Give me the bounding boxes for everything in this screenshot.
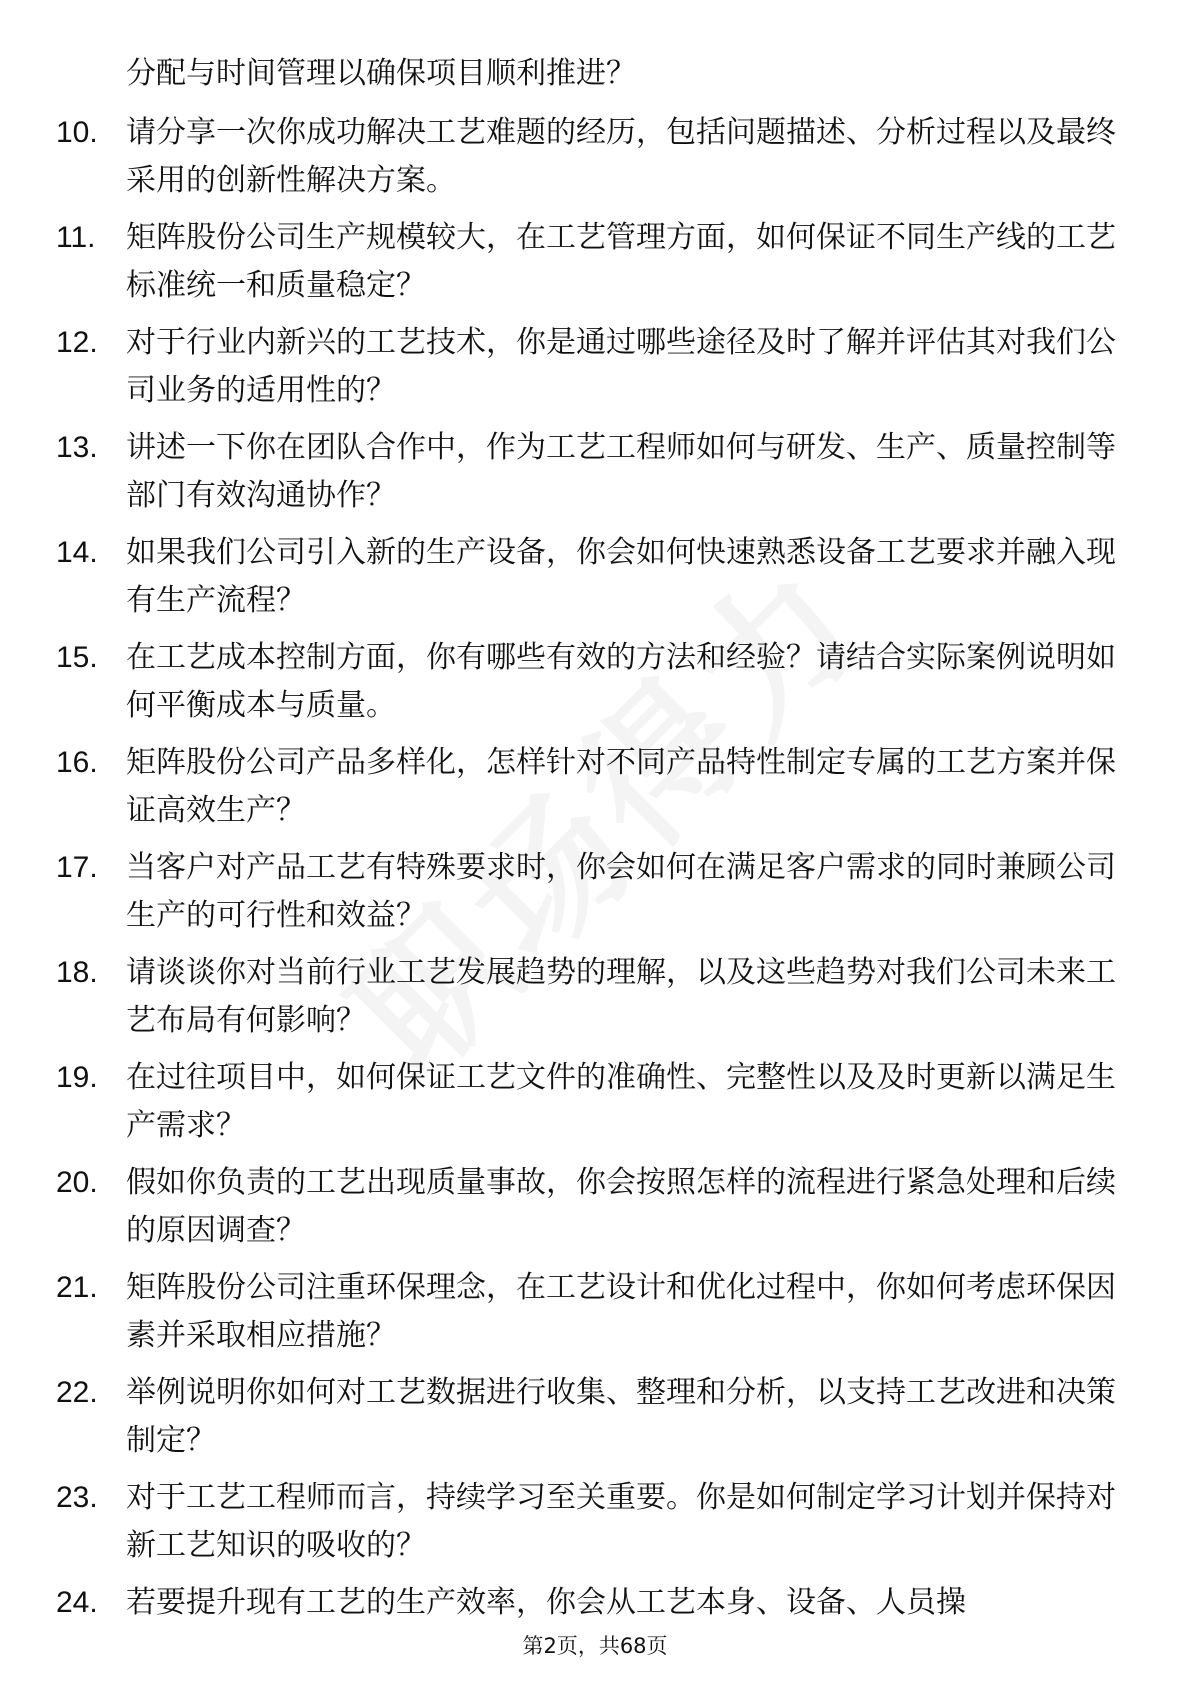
question-list (56, 109, 1136, 1636)
question-item (56, 1159, 1136, 1255)
question-number: 10. (56, 116, 98, 149)
question-text: 矩阵股份公司产品多样化，怎样针对不同产品特性制定专属的工艺方案并保证高效生产？ (126, 745, 1116, 828)
question-number: 24. (56, 1586, 98, 1619)
question-item (56, 1579, 1136, 1627)
question-text: 举例说明你如何对工艺数据进行收集、整理和分析，以支持工艺改进和决策制定？ (126, 1375, 1116, 1458)
question-item (56, 1264, 1136, 1360)
question-number: 12. (56, 326, 98, 359)
question-number: 17. (56, 851, 98, 884)
question-number: 13. (56, 431, 98, 464)
question-item (56, 949, 1136, 1045)
question-number: 15. (56, 641, 98, 674)
question-number: 19. (56, 1061, 98, 1094)
question-text: 矩阵股份公司注重环保理念，在工艺设计和优化过程中，你如何考虑环保因素并采取相应措施？ (126, 1270, 1116, 1353)
question-item (56, 634, 1136, 730)
question-item (56, 529, 1136, 625)
question-text: 当客户对产品工艺有特殊要求时，你会如何在满足客户需求的同时兼顾公司生产的可行性和效益？ (126, 850, 1116, 933)
question-text: 在过往项目中，如何保证工艺文件的准确性、完整性以及及时更新以满足生产需求？ (126, 1060, 1116, 1143)
question-text: 矩阵股份公司生产规模较大，在工艺管理方面，如何保证不同生产线的工艺标准统一和质量稳定？ (126, 220, 1116, 303)
question-item (56, 214, 1136, 310)
question-text: 讲述一下你在团队合作中，作为工艺工程师如何与研发、生产、质量控制等部门有效沟通协作？ (126, 430, 1116, 513)
question-text: 在工艺成本控制方面，你有哪些有效的方法和经验？请结合实际案例说明如何平衡成本与质量。 (126, 640, 1116, 723)
question-number: 22. (56, 1376, 98, 1409)
question-number: 21. (56, 1271, 98, 1304)
question-item (56, 1054, 1136, 1150)
question-item (56, 319, 1136, 415)
continuation-text: 分配与时间管理以确保项目顺利推进？ (126, 56, 636, 91)
question-item (56, 739, 1136, 835)
question-text: 假如你负责的工艺出现质量事故，你会按照怎样的流程进行紧急处理和后续的原因调查？ (126, 1165, 1116, 1248)
question-text: 对于工艺工程师而言，持续学习至关重要。你是如何制定学习计划并保持对新工艺知识的吸收的？ (126, 1480, 1116, 1563)
question-number: 14. (56, 536, 98, 569)
question-text: 如果我们公司引入新的生产设备，你会如何快速熟悉设备工艺要求并融入现有生产流程？ (126, 535, 1116, 618)
question-number: 18. (56, 956, 98, 989)
question-text: 对于行业内新兴的工艺技术，你是通过哪些途径及时了解并评估其对我们公司业务的适用性的？ (126, 325, 1116, 408)
question-number: 20. (56, 1166, 98, 1199)
question-number: 11. (56, 221, 96, 254)
question-item (56, 1369, 1136, 1465)
question-item (56, 1474, 1136, 1570)
page-footer: 第2页，共68页 (522, 1634, 668, 1658)
question-item (56, 424, 1136, 520)
question-number: 23. (56, 1481, 98, 1514)
question-item (56, 844, 1136, 940)
question-text: 请分享一次你成功解决工艺难题的经历，包括问题描述、分析过程以及最终采用的创新性解决方案。 (126, 115, 1116, 198)
question-number: 16. (56, 746, 98, 779)
question-item (56, 109, 1136, 205)
question-text: 若要提升现有工艺的生产效率，你会从工艺本身、设备、人员操 (126, 1585, 966, 1620)
question-text: 请谈谈你对当前行业工艺发展趋势的理解，以及这些趋势对我们公司未来工艺布局有何影响？ (126, 955, 1116, 1038)
